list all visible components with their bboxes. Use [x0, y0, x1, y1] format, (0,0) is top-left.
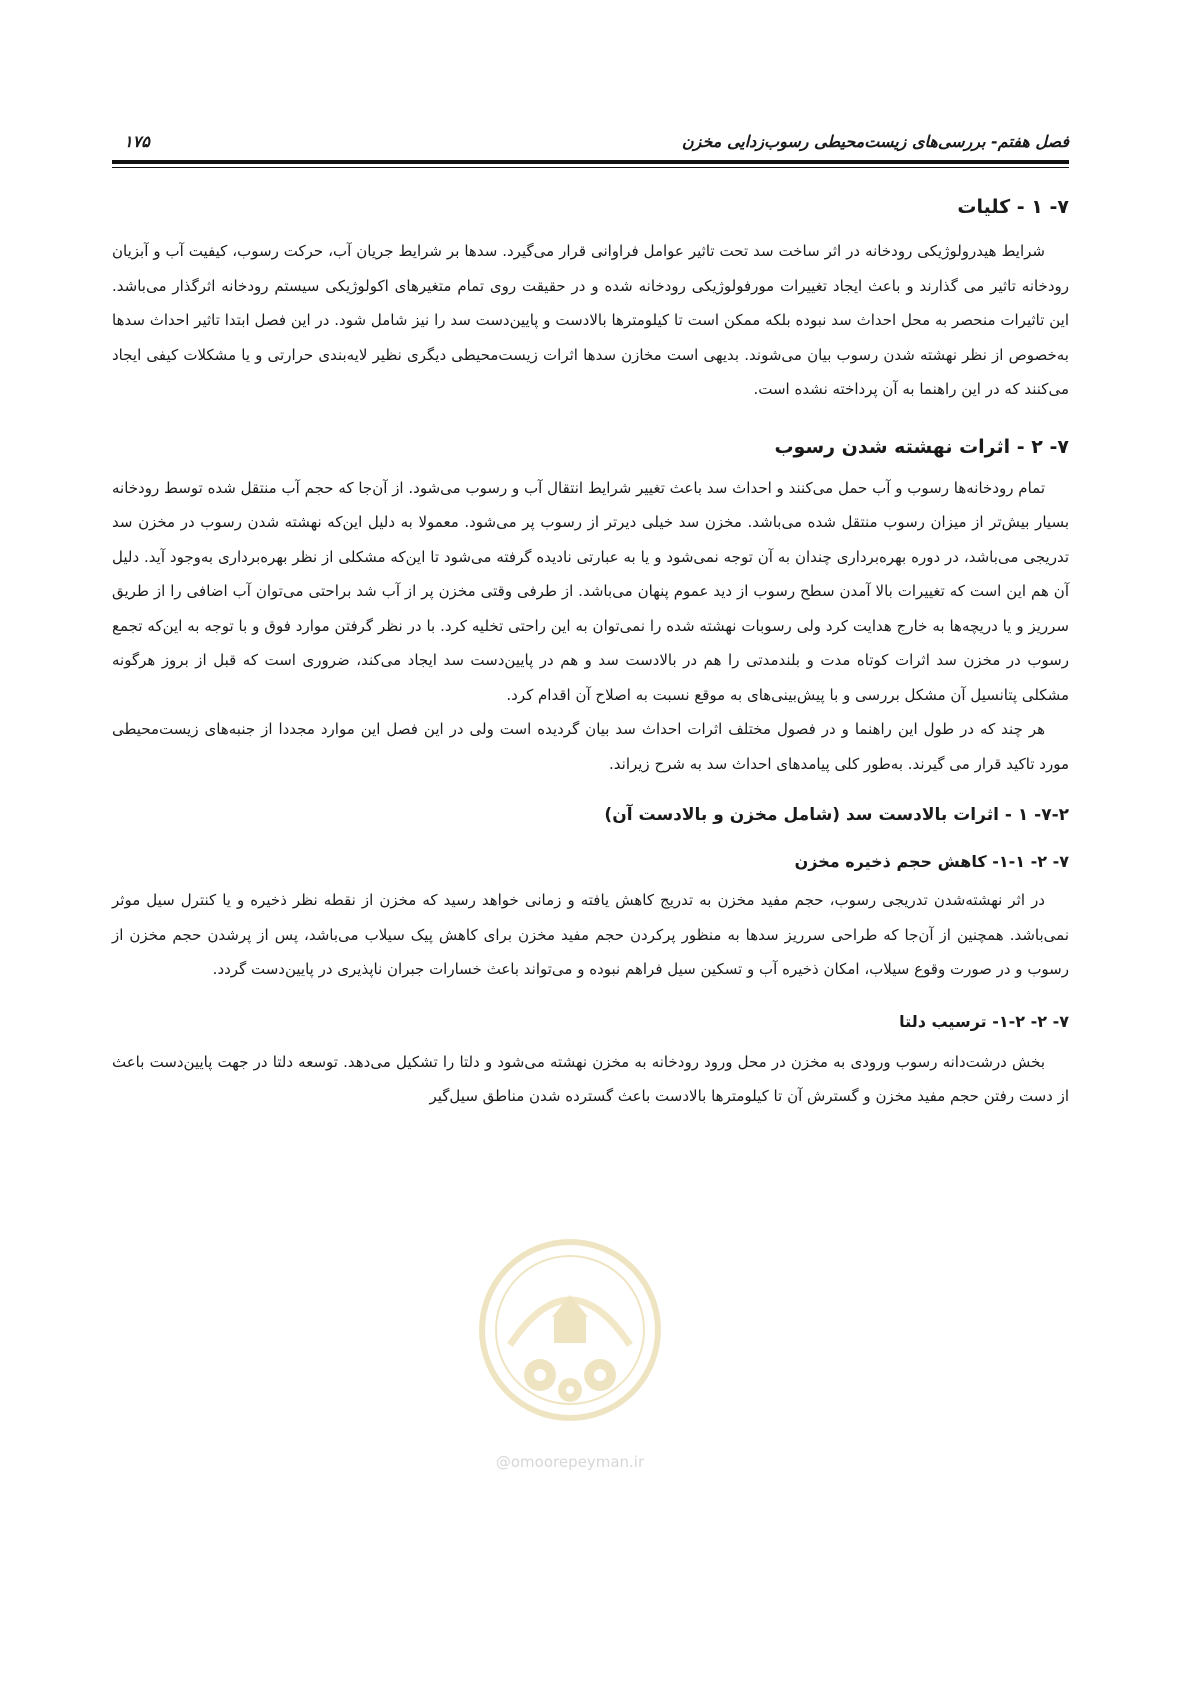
- section-heading-general: ۷- ۱ - کلیات: [957, 196, 1069, 218]
- subsubsection-heading-delta: ۷- ۲- ۱-۲- ترسیب دلتا: [899, 1011, 1069, 1031]
- subsubsection-heading-storage-loss: ۷- ۲- ۱-۱- کاهش حجم ذخیره مخزن: [794, 852, 1069, 871]
- page-header: [112, 128, 1069, 156]
- subsection-heading-upstream: ۷-۲- ۱ - اثرات بالادست سد (شامل مخزن و بالادست آن): [604, 805, 1069, 825]
- watermark-seal-icon: [470, 1225, 670, 1445]
- paragraph-delta: بخش درشت‌دانه رسوب ورودی به مخزن در محل ورود رودخانه به مخزن نهشته می‌شود و دلتا را تشکیل می‌دهد. توسعه دلتا در جهت پایین‌دست باعث از دست رفتن حجم مفید مخزن و گسترش آن تا کیلومترها بالادست باعث گسترده شدن مناطق سیل‌گیر: [112, 1052, 1069, 1105]
- watermark: [470, 1225, 670, 1475]
- paragraph-sedimentation-1: تمام رودخانه‌ها رسوب و آب حمل می‌کنند و احداث سد باعث تغییر شرایط انتقال آب و رسوب می‌شود. از آن‌جا که حجم آب منتقل شده توسط رودخانه بسیار بیش‌تر از میزان رسوب منتقل شده می‌باشد. مخزن سد خیلی دیرتر از رسوب پر می‌شود. معمولا به دلیل این‌که نهشته شدن رسوب در مخزن سد تدریجی می‌باشد، در دوره بهره‌برداری چندان به آن توجه نمی‌شود و یا به عبارتی نادیده گرفته می‌شود تا این‌که مشکلی از نظر بهره‌برداری به‌وجود آید. دلیل آن هم این است که تغییرات بالا آمدن سطح رسوب از دید عموم پنهان می‌باشد. از طرفی وقتی مخزن پر از آب شد براحتی می‌توان آب اضافی را از طریق سرریز و یا دریچه‌ها به خارج هدایت کرد ولی رسوبات نهشته شده را نمی‌توان به این راحتی تخلیه کرد. با در نظر گرفتن موارد فوق و با توجه به این‌که تجمع رسوب در مخزن سد اثرات کوتاه مدت و بلندمدتی را هم در بالادست سد و هم در پایین‌دست سد ایجاد می‌کند، ضروری است که قبل از بروز هرگونه مشکلی پتانسیل آن مشکل بررسی و با پیش‌بینی‌های به موقع نسبت به اصلاح آن اقدام کرد.: [112, 478, 1069, 704]
- page-number: ۱۷۵: [124, 132, 150, 151]
- paragraph-storage-loss: در اثر نهشته‌شدن تدریجی رسوب، حجم مفید مخزن به تدریج کاهش یافته و زمانی خواهد رسید که مخزن از نقطه نظر ذخیره و یا کنترل سیل موثر نمی‌باشد. همچنین از آن‌جا که طراحی سرریز سدها به منظور پرکردن حجم مفید مخزن برای کاهش پیک سیلاب می‌باشد، پس از پرشدن حجم مخزن از رسوب و در صورت وقوع سیلاب، امکان ذخیره آب و تسکین سیل فراهم نبوده و می‌تواند باعث خسارات جبران ناپذیری در پایین‌دست گردد.: [112, 891, 1069, 978]
- paragraph-sedimentation-2: هر چند که در طول این راهنما و در فصول مختلف اثرات احداث سد بیان گردیده است ولی در این فصل این موارد مجددا از جنبه‌های زیست‌محیطی مورد تاکید قرار می گیرند. به‌طور کلی پیامدهای احداث سد به شرح زیراند.: [112, 720, 1069, 773]
- page-body: [112, 190, 1069, 1114]
- watermark-site: @omoorepeyman.ir: [495, 1453, 645, 1471]
- section-heading-sedimentation: ۷- ۲ - اثرات نهشته شدن رسوب: [774, 435, 1069, 458]
- chapter-title: فصل هفتم- بررسی‌های زیست‌محیطی رسوب‌زدایی مخزن: [681, 132, 1069, 151]
- header-rule-thick: [112, 160, 1069, 164]
- paragraph-general: شرایط هیدرولوژیکی رودخانه در اثر ساخت سد تحت تاثیر عوامل فراوانی قرار می‌گیرد. سدها بر شرایط جریان آب، حرکت رسوب، کیفیت آب و آبزیان رودخانه تاثیر می گذارند و باعث ایجاد تغییرات مورفولوژیکی رودخانه شده و در حقیقت روی تمام متغیرهای اکولوژیکی سیستم رودخانه اثرگذار می‌باشد. این تاثیرات منحصر به محل احداث سد نبوده بلکه ممکن است تا کیلومترها بالادست و پایین‌دست سد را نیز شامل شود. در این فصل ابتدا تاثیر احداث سدها به‌خصوص از نظر نهشته شدن رسوب بیان می‌شوند. بدیهی است مخازن سدها اثرات زیست‌محیطی دیگری نظیر لایه‌بندی حرارتی و یا مشکلات کیفی ایجاد می‌کنند که در این راهنما به آن پرداخته نشده است.: [112, 242, 1069, 398]
- header-rule-thin: [112, 167, 1069, 168]
